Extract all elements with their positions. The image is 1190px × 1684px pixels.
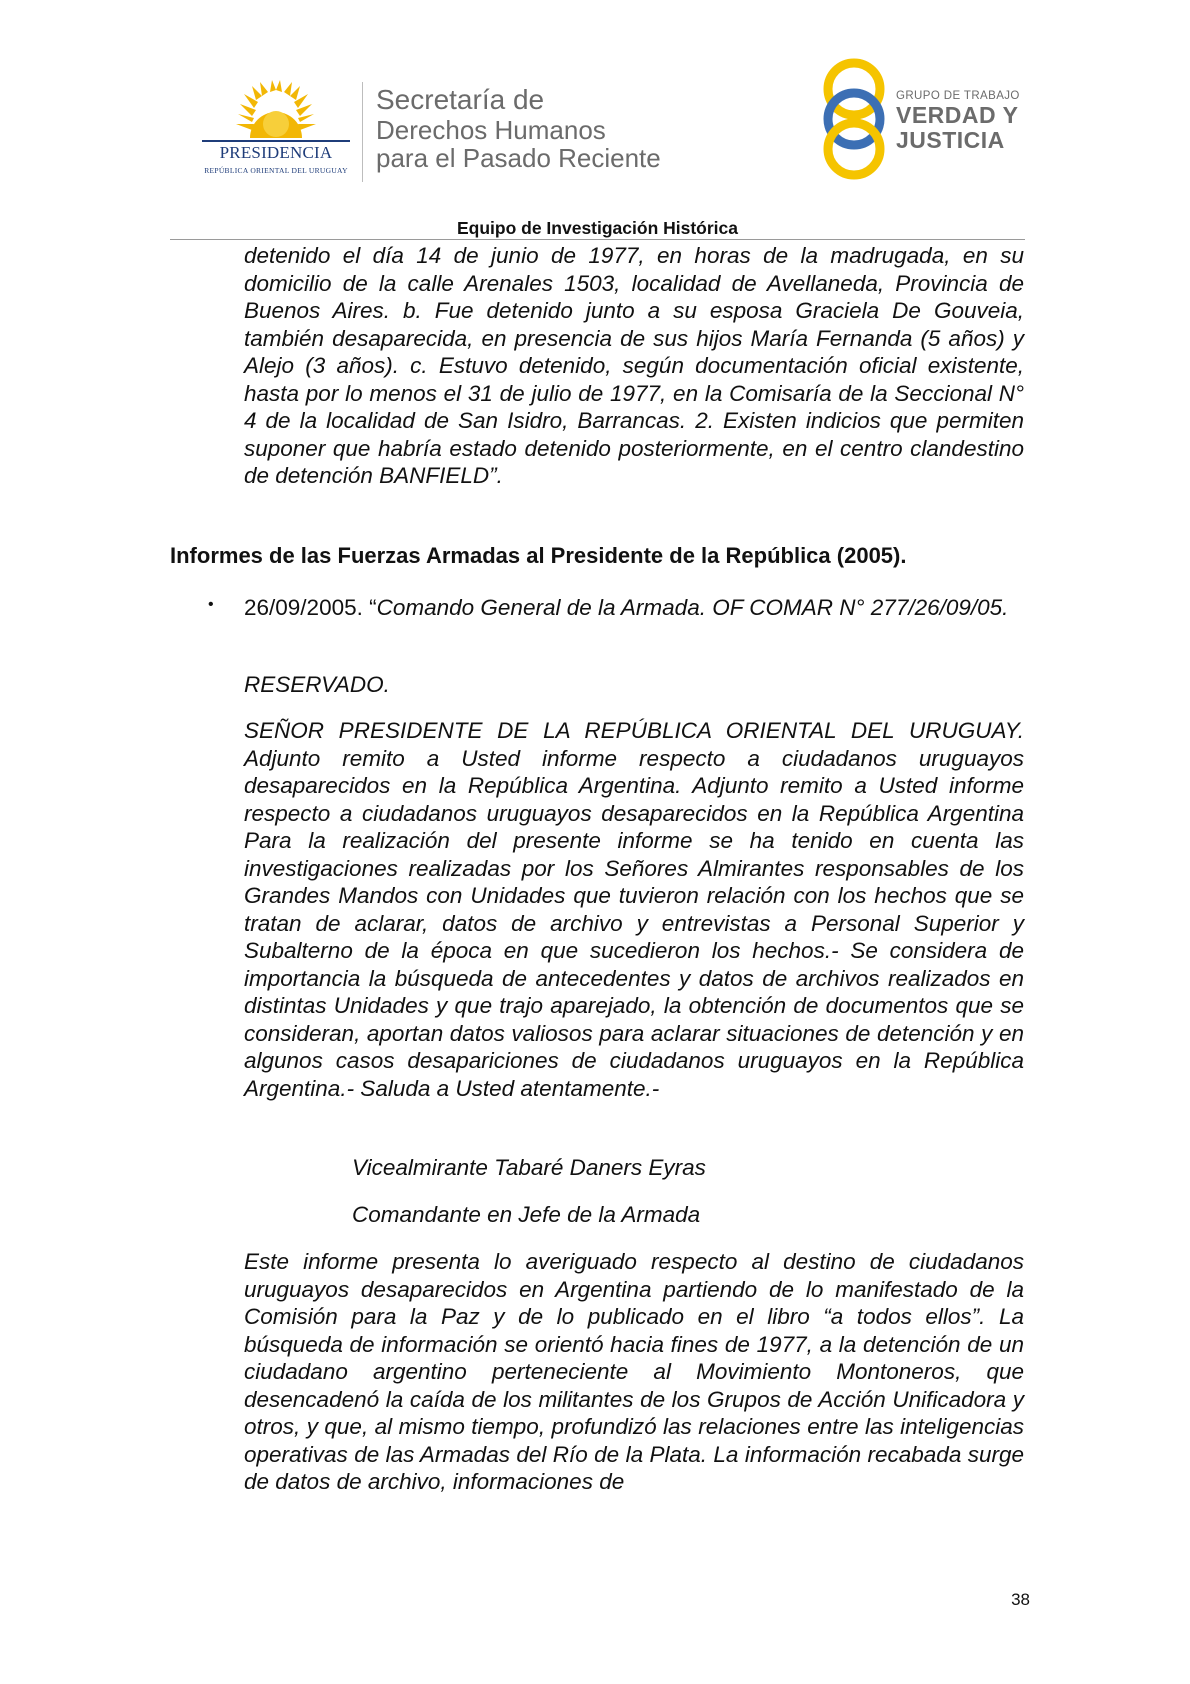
paragraph-report: Este informe presenta lo averiguado respecto al destino de ciudadanos uruguayos desaparecidos en Argentina partiendo de lo manifestado de la Comisión para la Paz y de lo publicado en el libro “a todos ellos”. La búsqueda de información se orientó hacia fines de 1977, a la detención de un ciudadano argentino perteneciente al Movimiento Montoneros, que desencadenó la caída de los militantes de los Grupos de Acción Unificadora y otros, y que, al mismo tiempo, profundizó las relaciones entre las inteligencias operativas de las Armadas del Río de la Plata. La información recabada surge de datos de archivo, informaciones de xyxy=(244,1249,1024,1494)
rings-icon xyxy=(818,56,890,181)
page-number: 38 xyxy=(1011,1590,1030,1609)
header-divider xyxy=(362,82,363,182)
gvj-line-2: VERDAD Y xyxy=(896,102,1019,128)
presidencia-logo xyxy=(196,80,356,175)
paragraph-1: detenido el día 14 de junio de 1977, en horas de la madrugada, en su domicilio de la calle Arenales 1503, localidad de Avellaneda, Provincia de Buenos Aires. b. Fue detenido junto a su esposa Graciela De Gouveia, también desaparecida, en presencia de sus hijos María Fernanda (5 años) y Alejo (3 años). c. Estuvo detenido, según documentación oficial existente, hasta por lo menos el 31 de julio de 1977, en la Comisaría de la Seccional N° 4 de la localidad de San Isidro, Barrancas. 2. Existen indicios que permiten suponer que habría estado detenido posteriormente, en el centro clandestino de detención BANFIELD”. xyxy=(244,243,1024,488)
verdad-justicia-logo xyxy=(818,56,1028,181)
secretaria-logotype xyxy=(376,84,661,172)
presidencia-subtitle: REPÚBLICA ORIENTAL DEL URUGUAY xyxy=(204,166,348,175)
bullet-icon: • xyxy=(208,596,214,613)
secretaria-line-1: Secretaría de xyxy=(376,84,545,115)
team-title: Equipo de Investigación Histórica xyxy=(456,218,739,238)
gvj-line-1: GRUPO DE TRABAJO xyxy=(896,90,1020,102)
signature-name: Vicealmirante Tabaré Daners Eyras xyxy=(352,1155,706,1180)
paragraph-reservado: RESERVADO. xyxy=(244,672,390,697)
signature-title: Comandante en Jefe de la Armada xyxy=(352,1202,701,1227)
presidencia-label: PRESIDENCIA xyxy=(219,143,333,162)
bullet-text: Comando General de la Armada. OF COMAR N° 277/26/09/05. xyxy=(376,595,1009,620)
paragraph-letter: SEÑOR PRESIDENTE DE LA REPÚBLICA ORIENTAL DEL URUGUAY. Adjunto remito a Usted informe respecto a ciudadanos uruguayos desaparecidos en la República Argentina. Adjunto remito a Usted informe respecto a ciudadanos uruguayos desaparecidos en la República Argentina Para la realización del presente informe se ha tenido en cuenta las investigaciones realizadas por los Señores Almirantes responsables de los Grandes Mandos con Unidades que tuvieron relación con los hechos que se tratan de aclarar, datos de archivo y entrevistas a Personal Superior y Subalterno de la época en que sucedieron los hechos.- Se considera de importancia la búsqueda de antecedentes y datos de archivos realizados en distintas Unidades y que trajo aparejado, la obtención de documentos que se consideran, aportan datos valiosos para aclarar situaciones de detención y en algunos casos desapariciones de ciudadanos uruguayos en la República Argentina.- Saluda a Usted atentamente.- xyxy=(244,718,1024,1101)
section-heading: Informes de las Fuerzas Armadas al Presidente de la República (2005). xyxy=(170,543,907,568)
gvj-line-3: JUSTICIA xyxy=(896,127,1005,153)
bullet-item xyxy=(244,594,1024,622)
bullet-date: 26/09/2005. “ xyxy=(244,595,377,620)
secretaria-line-3: para el Pasado Reciente xyxy=(376,143,661,173)
header-rule xyxy=(170,239,1025,240)
presidencia-rule xyxy=(202,140,350,142)
sun-icon xyxy=(236,80,316,142)
secretaria-line-2: Derechos Humanos xyxy=(376,115,606,145)
